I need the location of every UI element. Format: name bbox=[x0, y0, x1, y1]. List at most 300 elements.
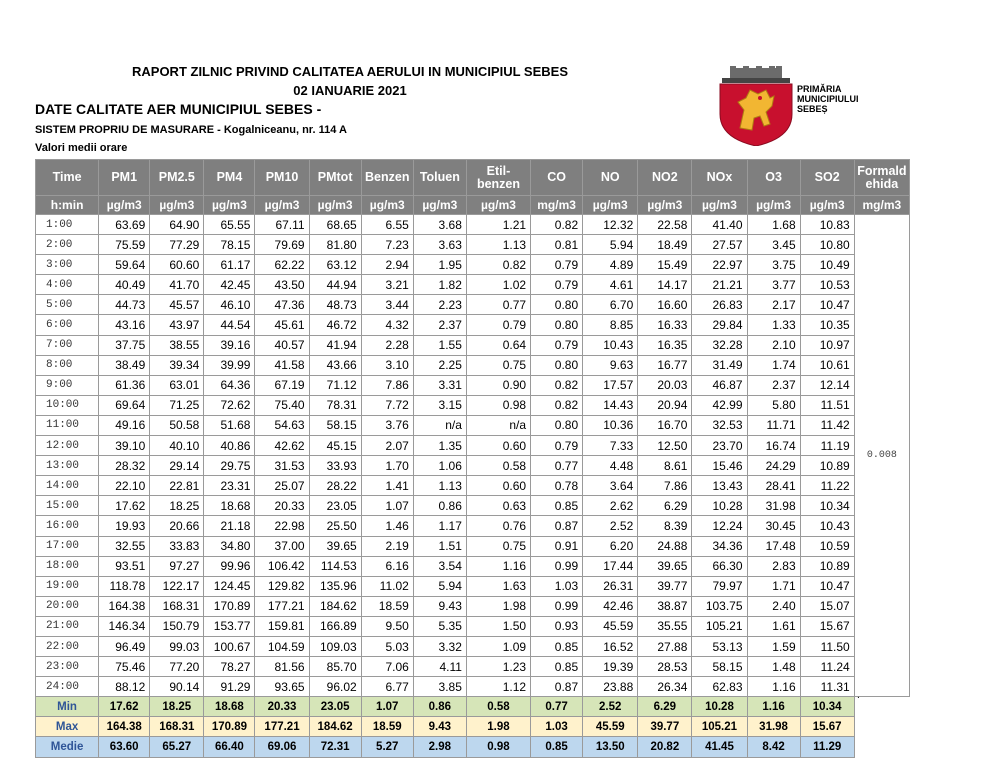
value-cell: 5.94 bbox=[583, 235, 638, 255]
header-row bbox=[36, 160, 910, 196]
value-cell: 21.18 bbox=[204, 516, 255, 536]
stat-value: 69.06 bbox=[255, 737, 309, 757]
value-cell: 8.85 bbox=[583, 315, 638, 335]
value-cell: 106.42 bbox=[255, 556, 309, 576]
value-cell: 53.13 bbox=[692, 636, 747, 656]
value-cell: 1.41 bbox=[361, 476, 413, 496]
value-cell: 4.32 bbox=[361, 315, 413, 335]
time-cell: 7:00 bbox=[36, 335, 99, 355]
value-cell: 10.47 bbox=[800, 295, 854, 315]
column-header: O3 bbox=[747, 160, 800, 196]
value-cell: 27.57 bbox=[692, 235, 747, 255]
stat-value: 0.58 bbox=[466, 697, 530, 717]
value-cell: 31.53 bbox=[255, 456, 309, 476]
time-cell: 14:00 bbox=[36, 476, 99, 496]
value-cell: 1.55 bbox=[413, 335, 466, 355]
value-cell: n/a bbox=[466, 415, 530, 435]
value-cell: 71.25 bbox=[150, 395, 204, 415]
stat-value: 8.42 bbox=[747, 737, 800, 757]
value-cell: 28.32 bbox=[99, 456, 150, 476]
value-cell: 105.21 bbox=[692, 616, 747, 636]
value-cell: 1.16 bbox=[466, 556, 530, 576]
value-cell: 103.75 bbox=[692, 596, 747, 616]
stat-label: Max bbox=[36, 717, 99, 737]
value-cell: 28.53 bbox=[638, 657, 692, 677]
value-cell: 2.40 bbox=[747, 596, 800, 616]
table-row bbox=[36, 335, 910, 355]
value-cell: 1.98 bbox=[466, 596, 530, 616]
stat-value: 63.60 bbox=[99, 737, 150, 757]
value-cell: 4.61 bbox=[583, 275, 638, 295]
value-cell: 2.25 bbox=[413, 355, 466, 375]
value-cell: 1.35 bbox=[413, 436, 466, 456]
value-cell: 91.29 bbox=[204, 677, 255, 697]
stat-value: 11.29 bbox=[800, 737, 854, 757]
stat-row-max bbox=[36, 717, 910, 737]
value-cell: 3.77 bbox=[747, 275, 800, 295]
value-cell: 69.64 bbox=[99, 395, 150, 415]
time-cell: 23:00 bbox=[36, 657, 99, 677]
time-cell: 13:00 bbox=[36, 456, 99, 476]
stat-label: Min bbox=[36, 697, 99, 717]
value-cell: 1.33 bbox=[747, 315, 800, 335]
value-cell: 16.70 bbox=[638, 415, 692, 435]
value-cell: 8.39 bbox=[638, 516, 692, 536]
value-cell: 10.43 bbox=[800, 516, 854, 536]
stat-value: 5.27 bbox=[361, 737, 413, 757]
value-cell: 0.60 bbox=[466, 476, 530, 496]
value-cell: 51.68 bbox=[204, 415, 255, 435]
value-cell: 15.46 bbox=[692, 456, 747, 476]
value-cell: 1.82 bbox=[413, 275, 466, 295]
value-cell: 0.99 bbox=[531, 556, 583, 576]
value-cell: 1.21 bbox=[466, 215, 530, 235]
stat-label: Medie bbox=[36, 737, 99, 757]
value-cell: 29.75 bbox=[204, 456, 255, 476]
value-cell: 10.36 bbox=[583, 415, 638, 435]
column-header: SO2 bbox=[800, 160, 854, 196]
stat-value: 1.07 bbox=[361, 697, 413, 717]
value-cell: 41.70 bbox=[150, 275, 204, 295]
value-cell: 177.21 bbox=[255, 596, 309, 616]
value-cell: 64.36 bbox=[204, 375, 255, 395]
value-cell: 0.90 bbox=[466, 375, 530, 395]
value-cell: 1.46 bbox=[361, 516, 413, 536]
unit-header: µg/m3 bbox=[800, 196, 854, 215]
value-cell: 20.03 bbox=[638, 375, 692, 395]
value-cell: 0.87 bbox=[531, 516, 583, 536]
value-cell: 11.42 bbox=[800, 415, 854, 435]
value-cell: 22.10 bbox=[99, 476, 150, 496]
value-cell: 7.33 bbox=[583, 436, 638, 456]
value-cell: 1.06 bbox=[413, 456, 466, 476]
stat-value: 164.38 bbox=[99, 717, 150, 737]
value-cell: 28.41 bbox=[747, 476, 800, 496]
value-cell: 78.31 bbox=[309, 395, 361, 415]
value-cell: 0.75 bbox=[466, 355, 530, 375]
value-cell: 1.17 bbox=[413, 516, 466, 536]
unit-header: µg/m3 bbox=[99, 196, 150, 215]
unit-header: µg/m3 bbox=[255, 196, 309, 215]
measurement-system: SISTEM PROPRIU DE MASURARE - Kogalniceanu, nr. 114 A bbox=[35, 124, 347, 136]
value-cell: 44.54 bbox=[204, 315, 255, 335]
value-cell: 1.71 bbox=[747, 576, 800, 596]
table-row bbox=[36, 355, 910, 375]
value-cell: 114.53 bbox=[309, 556, 361, 576]
value-cell: 0.82 bbox=[531, 395, 583, 415]
value-cell: 1.02 bbox=[466, 275, 530, 295]
value-cell: 150.79 bbox=[150, 616, 204, 636]
value-cell: 10.43 bbox=[583, 335, 638, 355]
value-cell: 166.89 bbox=[309, 616, 361, 636]
value-cell: 6.16 bbox=[361, 556, 413, 576]
value-cell: 19.39 bbox=[583, 657, 638, 677]
value-cell: 0.85 bbox=[531, 657, 583, 677]
value-cell: 0.80 bbox=[531, 295, 583, 315]
value-cell: 18.68 bbox=[204, 496, 255, 516]
value-cell: 65.55 bbox=[204, 215, 255, 235]
value-cell: 124.45 bbox=[204, 576, 255, 596]
value-cell: 27.88 bbox=[638, 636, 692, 656]
value-cell: 40.57 bbox=[255, 335, 309, 355]
value-cell: 10.89 bbox=[800, 556, 854, 576]
value-cell: 11.19 bbox=[800, 436, 854, 456]
value-cell: 11.51 bbox=[800, 395, 854, 415]
unit-header: µg/m3 bbox=[150, 196, 204, 215]
table-row bbox=[36, 295, 910, 315]
unit-header: µg/m3 bbox=[747, 196, 800, 215]
value-cell: 12.14 bbox=[800, 375, 854, 395]
value-cell: 6.77 bbox=[361, 677, 413, 697]
time-cell: 2:00 bbox=[36, 235, 99, 255]
value-cell: 46.87 bbox=[692, 375, 747, 395]
value-cell: 10.59 bbox=[800, 536, 854, 556]
table-row bbox=[36, 636, 910, 656]
value-cell: 24.88 bbox=[638, 536, 692, 556]
value-cell: 0.75 bbox=[466, 536, 530, 556]
value-cell: 118.78 bbox=[99, 576, 150, 596]
value-cell: 39.77 bbox=[638, 576, 692, 596]
time-cell: 24:00 bbox=[36, 677, 99, 697]
report-title: RAPORT ZILNIC PRIVIND CALITATEA AERULUI IN MUNICIPIUL SEBES bbox=[132, 64, 568, 79]
value-cell: 32.28 bbox=[692, 335, 747, 355]
value-cell: 35.55 bbox=[638, 616, 692, 636]
value-cell: 104.59 bbox=[255, 636, 309, 656]
value-cell: 31.98 bbox=[747, 496, 800, 516]
value-cell: 37.75 bbox=[99, 335, 150, 355]
value-cell: 10.61 bbox=[800, 355, 854, 375]
value-cell: 146.34 bbox=[99, 616, 150, 636]
value-cell: 88.12 bbox=[99, 677, 150, 697]
stat-value: 6.29 bbox=[638, 697, 692, 717]
value-cell: 58.15 bbox=[309, 415, 361, 435]
value-cell: 10.34 bbox=[800, 496, 854, 516]
value-cell: 3.68 bbox=[413, 215, 466, 235]
value-cell: 64.90 bbox=[150, 215, 204, 235]
value-cell: 14.17 bbox=[638, 275, 692, 295]
value-cell: 16.33 bbox=[638, 315, 692, 335]
table-row bbox=[36, 235, 910, 255]
value-cell: 1.95 bbox=[413, 255, 466, 275]
unit-header: h:min bbox=[36, 196, 99, 215]
value-cell: 23.70 bbox=[692, 436, 747, 456]
value-cell: 2.19 bbox=[361, 536, 413, 556]
value-cell: 2.28 bbox=[361, 335, 413, 355]
unit-header: µg/m3 bbox=[361, 196, 413, 215]
value-cell: 1.09 bbox=[466, 636, 530, 656]
value-cell: 2.10 bbox=[747, 335, 800, 355]
time-cell: 18:00 bbox=[36, 556, 99, 576]
value-cell: 93.51 bbox=[99, 556, 150, 576]
value-cell: 39.16 bbox=[204, 335, 255, 355]
value-cell: 11.31 bbox=[800, 677, 854, 697]
column-header: PMtot bbox=[309, 160, 361, 196]
value-cell: 0.80 bbox=[531, 315, 583, 335]
value-cell: 43.66 bbox=[309, 355, 361, 375]
value-cell: 63.12 bbox=[309, 255, 361, 275]
unit-header: µg/m3 bbox=[309, 196, 361, 215]
table-row bbox=[36, 415, 910, 435]
value-cell: 6.20 bbox=[583, 536, 638, 556]
value-cell: 3.21 bbox=[361, 275, 413, 295]
value-cell: 1.61 bbox=[747, 616, 800, 636]
value-cell: 0.87 bbox=[531, 677, 583, 697]
value-cell: 33.93 bbox=[309, 456, 361, 476]
value-cell: 3.54 bbox=[413, 556, 466, 576]
time-cell: 9:00 bbox=[36, 375, 99, 395]
value-cell: 3.44 bbox=[361, 295, 413, 315]
value-cell: 0.79 bbox=[531, 335, 583, 355]
value-cell: 99.03 bbox=[150, 636, 204, 656]
value-cell: 5.03 bbox=[361, 636, 413, 656]
value-cell: 0.60 bbox=[466, 436, 530, 456]
column-header: Benzen bbox=[361, 160, 413, 196]
value-cell: 75.46 bbox=[99, 657, 150, 677]
stat-value: 105.21 bbox=[692, 717, 747, 737]
stat-value: 2.98 bbox=[413, 737, 466, 757]
value-cell: 41.94 bbox=[309, 335, 361, 355]
value-cell: 40.10 bbox=[150, 436, 204, 456]
stat-value: 45.59 bbox=[583, 717, 638, 737]
stat-blank bbox=[854, 737, 909, 757]
value-cell: 44.94 bbox=[309, 275, 361, 295]
value-cell: 0.91 bbox=[531, 536, 583, 556]
value-cell: 7.86 bbox=[638, 476, 692, 496]
value-cell: 30.45 bbox=[747, 516, 800, 536]
table-row bbox=[36, 556, 910, 576]
value-cell: 42.46 bbox=[583, 596, 638, 616]
unit-header: µg/m3 bbox=[638, 196, 692, 215]
value-cell: 1.13 bbox=[413, 476, 466, 496]
value-cell: 43.50 bbox=[255, 275, 309, 295]
value-cell: 23.88 bbox=[583, 677, 638, 697]
value-cell: 21.21 bbox=[692, 275, 747, 295]
column-header: PM10 bbox=[255, 160, 309, 196]
value-cell: 32.55 bbox=[99, 536, 150, 556]
value-cell: 1.70 bbox=[361, 456, 413, 476]
value-cell: 59.64 bbox=[99, 255, 150, 275]
stat-value: 66.40 bbox=[204, 737, 255, 757]
stat-value: 10.28 bbox=[692, 697, 747, 717]
report-subtitle: DATE CALITATE AER MUNICIPIUL SEBES - bbox=[35, 101, 322, 117]
value-cell: 2.83 bbox=[747, 556, 800, 576]
stat-blank bbox=[854, 717, 909, 737]
stat-value: 18.68 bbox=[204, 697, 255, 717]
value-cell: 44.73 bbox=[99, 295, 150, 315]
value-cell: 0.79 bbox=[531, 436, 583, 456]
value-cell: 10.35 bbox=[800, 315, 854, 335]
value-cell: 2.94 bbox=[361, 255, 413, 275]
stat-value: 2.52 bbox=[583, 697, 638, 717]
value-cell: 97.27 bbox=[150, 556, 204, 576]
value-cell: 0.99 bbox=[531, 596, 583, 616]
value-cell: 0.82 bbox=[466, 255, 530, 275]
stat-value: 18.25 bbox=[150, 697, 204, 717]
stat-value: 72.31 bbox=[309, 737, 361, 757]
report-date: 02 IANUARIE 2021 bbox=[293, 83, 407, 98]
time-cell: 11:00 bbox=[36, 415, 99, 435]
value-cell: 7.23 bbox=[361, 235, 413, 255]
value-cell: 16.35 bbox=[638, 335, 692, 355]
value-cell: 38.87 bbox=[638, 596, 692, 616]
value-cell: 63.01 bbox=[150, 375, 204, 395]
value-cell: 46.72 bbox=[309, 315, 361, 335]
value-cell: 43.16 bbox=[99, 315, 150, 335]
value-cell: 39.65 bbox=[638, 556, 692, 576]
time-cell: 10:00 bbox=[36, 395, 99, 415]
value-cell: 10.80 bbox=[800, 235, 854, 255]
value-cell: 3.64 bbox=[583, 476, 638, 496]
value-cell: 10.97 bbox=[800, 335, 854, 355]
value-cell: 40.49 bbox=[99, 275, 150, 295]
value-cell: 5.80 bbox=[747, 395, 800, 415]
value-cell: 3.45 bbox=[747, 235, 800, 255]
value-cell: 0.85 bbox=[531, 496, 583, 516]
value-cell: 10.83 bbox=[800, 215, 854, 235]
value-cell: 60.60 bbox=[150, 255, 204, 275]
value-cell: 11.22 bbox=[800, 476, 854, 496]
value-cell: 29.84 bbox=[692, 315, 747, 335]
column-header: NO2 bbox=[638, 160, 692, 196]
stat-value: 65.27 bbox=[150, 737, 204, 757]
value-cell: 62.83 bbox=[692, 677, 747, 697]
value-cell: 32.53 bbox=[692, 415, 747, 435]
value-cell: 10.49 bbox=[800, 255, 854, 275]
value-cell: 6.29 bbox=[638, 496, 692, 516]
table-row bbox=[36, 275, 910, 295]
value-cell: 40.86 bbox=[204, 436, 255, 456]
value-cell: 0.86 bbox=[413, 496, 466, 516]
value-cell: 78.15 bbox=[204, 235, 255, 255]
value-cell: 31.49 bbox=[692, 355, 747, 375]
value-cell: 42.99 bbox=[692, 395, 747, 415]
value-cell: 1.12 bbox=[466, 677, 530, 697]
table-row bbox=[36, 516, 910, 536]
stat-value: 17.62 bbox=[99, 697, 150, 717]
table-row bbox=[36, 215, 910, 235]
value-cell: 34.80 bbox=[204, 536, 255, 556]
column-header: NO bbox=[583, 160, 638, 196]
value-cell: 16.77 bbox=[638, 355, 692, 375]
time-cell: 12:00 bbox=[36, 436, 99, 456]
value-cell: 10.28 bbox=[692, 496, 747, 516]
table-row bbox=[36, 476, 910, 496]
value-cell: 78.27 bbox=[204, 657, 255, 677]
table-row bbox=[36, 456, 910, 476]
value-cell: 10.89 bbox=[800, 456, 854, 476]
value-cell: 99.96 bbox=[204, 556, 255, 576]
value-cell: 135.96 bbox=[309, 576, 361, 596]
stat-value: 1.03 bbox=[531, 717, 583, 737]
unit-header: µg/m3 bbox=[204, 196, 255, 215]
value-cell: 68.65 bbox=[309, 215, 361, 235]
time-cell: 22:00 bbox=[36, 636, 99, 656]
column-header: Etil- benzen bbox=[466, 160, 530, 196]
value-cell: 0.63 bbox=[466, 496, 530, 516]
value-cell: 23.05 bbox=[309, 496, 361, 516]
value-cell: 96.02 bbox=[309, 677, 361, 697]
value-cell: 18.25 bbox=[150, 496, 204, 516]
value-cell: 61.17 bbox=[204, 255, 255, 275]
value-cell: 47.36 bbox=[255, 295, 309, 315]
stat-value: 20.82 bbox=[638, 737, 692, 757]
value-cell: 11.50 bbox=[800, 636, 854, 656]
value-cell: 5.35 bbox=[413, 616, 466, 636]
value-cell: 0.93 bbox=[531, 616, 583, 636]
column-header: Toluen bbox=[413, 160, 466, 196]
value-cell: 67.19 bbox=[255, 375, 309, 395]
value-cell: 16.74 bbox=[747, 436, 800, 456]
value-cell: 7.72 bbox=[361, 395, 413, 415]
value-cell: 0.77 bbox=[466, 295, 530, 315]
table-row bbox=[36, 677, 910, 697]
value-cell: 109.03 bbox=[309, 636, 361, 656]
stat-value: 0.98 bbox=[466, 737, 530, 757]
value-cell: 8.61 bbox=[638, 456, 692, 476]
table-row bbox=[36, 596, 910, 616]
value-cell: 12.50 bbox=[638, 436, 692, 456]
time-cell: 17:00 bbox=[36, 536, 99, 556]
value-cell: 6.55 bbox=[361, 215, 413, 235]
time-cell: 3:00 bbox=[36, 255, 99, 275]
value-cell: 23.31 bbox=[204, 476, 255, 496]
stat-row-min bbox=[36, 697, 910, 717]
value-cell: 1.59 bbox=[747, 636, 800, 656]
value-cell: 1.23 bbox=[466, 657, 530, 677]
stat-value: 13.50 bbox=[583, 737, 638, 757]
value-cell: 18.59 bbox=[361, 596, 413, 616]
value-cell: 16.60 bbox=[638, 295, 692, 315]
formaldehida-value: 0.008 bbox=[854, 215, 909, 697]
value-cell: 13.43 bbox=[692, 476, 747, 496]
value-cell: 16.52 bbox=[583, 636, 638, 656]
value-cell: 81.80 bbox=[309, 235, 361, 255]
time-cell: 1:00 bbox=[36, 215, 99, 235]
value-cell: 17.62 bbox=[99, 496, 150, 516]
value-cell: 2.17 bbox=[747, 295, 800, 315]
stat-value: 39.77 bbox=[638, 717, 692, 737]
value-cell: n/a bbox=[413, 415, 466, 435]
value-cell: 75.59 bbox=[99, 235, 150, 255]
value-cell: 66.30 bbox=[692, 556, 747, 576]
value-cell: 25.50 bbox=[309, 516, 361, 536]
value-cell: 39.99 bbox=[204, 355, 255, 375]
value-cell: 15.67 bbox=[800, 616, 854, 636]
value-cell: 164.38 bbox=[99, 596, 150, 616]
value-cell: 0.81 bbox=[531, 235, 583, 255]
value-cell: 9.43 bbox=[413, 596, 466, 616]
column-header: PM4 bbox=[204, 160, 255, 196]
